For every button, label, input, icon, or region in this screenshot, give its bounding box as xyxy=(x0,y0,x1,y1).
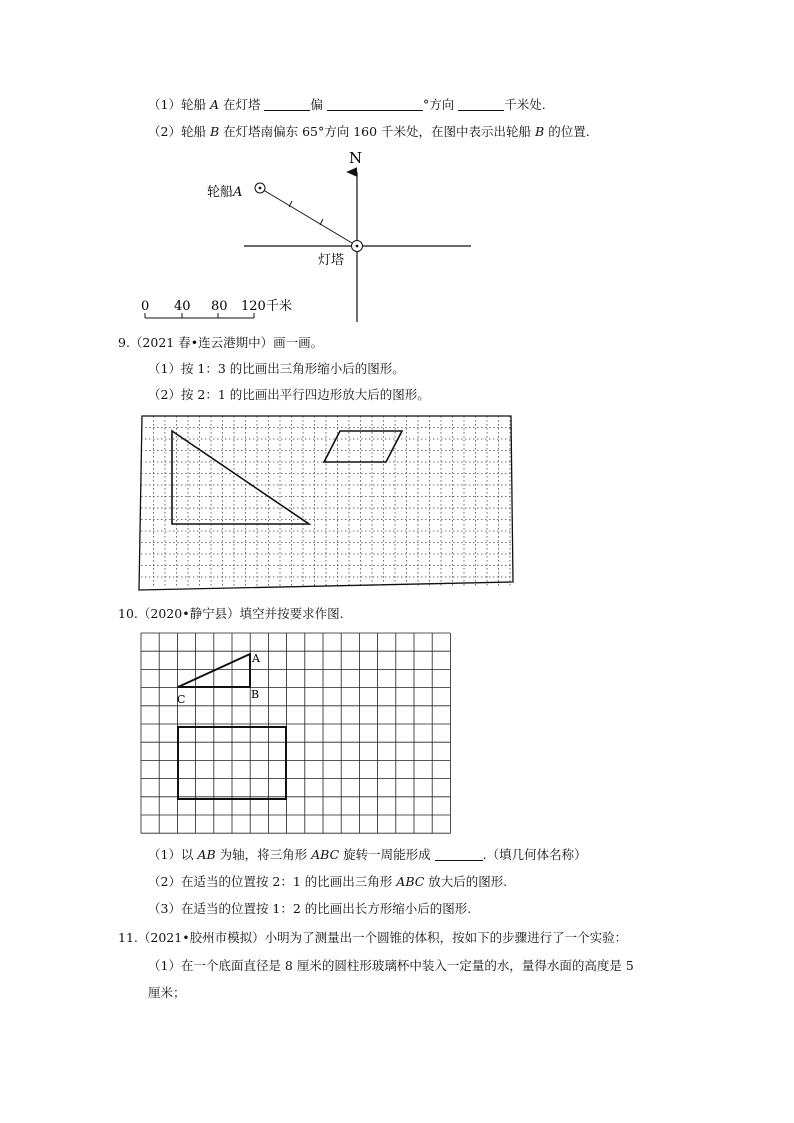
lighthouse-diagram xyxy=(0,0,794,330)
q10-part2-abc: ABC xyxy=(396,874,425,889)
q8-part2-text-3: 的位置. xyxy=(548,124,590,139)
tick-mark xyxy=(320,219,323,225)
q10-part1-text-3: 旋转一周能形成 xyxy=(343,847,431,862)
q10-grid-lines xyxy=(141,633,450,833)
scale-unit: 千米 xyxy=(266,299,293,314)
q10-part1 xyxy=(148,847,587,863)
q11-part1-line1: （1）在一个底面直径是 8 厘米的圆柱形玻璃杯中装入一定量的水，量得水面的高度是 5 xyxy=(148,958,634,973)
q10-title: 10.（2020•静宁县）填空并按要求作图. xyxy=(118,606,344,621)
q8-part1-text-2: 在灯塔 xyxy=(222,97,261,112)
q10-part1-ab: AB xyxy=(197,847,216,862)
scale-label-40: 40 xyxy=(174,299,191,314)
ship-a-label: 轮船A xyxy=(207,185,243,200)
vertex-c-label: C xyxy=(177,693,186,706)
q11-title: 11.（2021•胶州市模拟）小明为了测量出一个圆锥的体积，按如下的步骤进行了一个实验： xyxy=(118,930,628,945)
q9-grid-border xyxy=(139,416,513,590)
q11-part1-line2: 厘米； xyxy=(148,985,186,1000)
q8-part2-var-2: B xyxy=(535,124,545,139)
q10-part1-text: （1）以 xyxy=(148,847,194,862)
q8-part1-var: A xyxy=(209,97,219,112)
q9-part2: （2）按 2：1 的比画出平行四边形放大后的图形。 xyxy=(148,387,430,402)
scale-label-0: 0 xyxy=(141,299,150,314)
q10-part1-tail: .（填几何体名称） xyxy=(482,847,587,862)
q8-part1-degree: °方向 xyxy=(422,97,455,112)
q10-part3: （3）在适当的位置按 1：2 的比画出长方形缩小后的图形. xyxy=(148,901,472,916)
q9-triangle xyxy=(172,431,309,524)
q10-part2-text-2: 放大后的图形. xyxy=(428,874,508,889)
q10-part2 xyxy=(148,874,507,890)
q10-part1-abc: ABC xyxy=(311,847,340,862)
lighthouse-center xyxy=(356,245,359,248)
scale-label-120: 120 xyxy=(241,299,266,314)
q8-part2-text-2: 在灯塔南偏东 65°方向 160 千米处，在图中表示出轮船 xyxy=(223,124,532,139)
north-label: N xyxy=(349,149,363,167)
lighthouse-label: 灯塔 xyxy=(318,253,345,268)
answer-blank-solid-name[interactable] xyxy=(435,848,483,861)
q10-part2-text: （2）在适当的位置按 2：1 的比画出三角形 xyxy=(148,874,393,889)
q10-part1-text-2: 为轴，将三角形 xyxy=(219,847,308,862)
q9-dotted-grid xyxy=(135,410,520,595)
vertex-b-label: B xyxy=(251,688,260,701)
q9-parallelogram xyxy=(324,431,402,462)
ship-a-bearing-line xyxy=(260,188,357,246)
ship-a-center xyxy=(259,187,262,190)
vertex-a-label: A xyxy=(252,652,260,665)
q8-part1-text: 轮船 xyxy=(180,97,206,112)
q8-part2-text: 轮船 xyxy=(180,124,206,139)
q8-part2-var: B xyxy=(209,124,220,139)
q10-grid xyxy=(140,632,454,836)
q8-part2-number: （2） xyxy=(148,124,181,139)
q9-part1: （1）按 1：3 的比画出三角形缩小后的图形。 xyxy=(148,361,405,376)
scale-label-80: 80 xyxy=(211,299,228,314)
q8-part1-word-pian: 偏 xyxy=(310,97,323,112)
q9-title: 9.（2021 春•连云港期中）画一画。 xyxy=(118,335,324,350)
q8-part1-km: 千米处. xyxy=(504,97,546,112)
q8-part1-number: （1） xyxy=(148,97,181,112)
q9-grid-lines xyxy=(141,416,512,586)
